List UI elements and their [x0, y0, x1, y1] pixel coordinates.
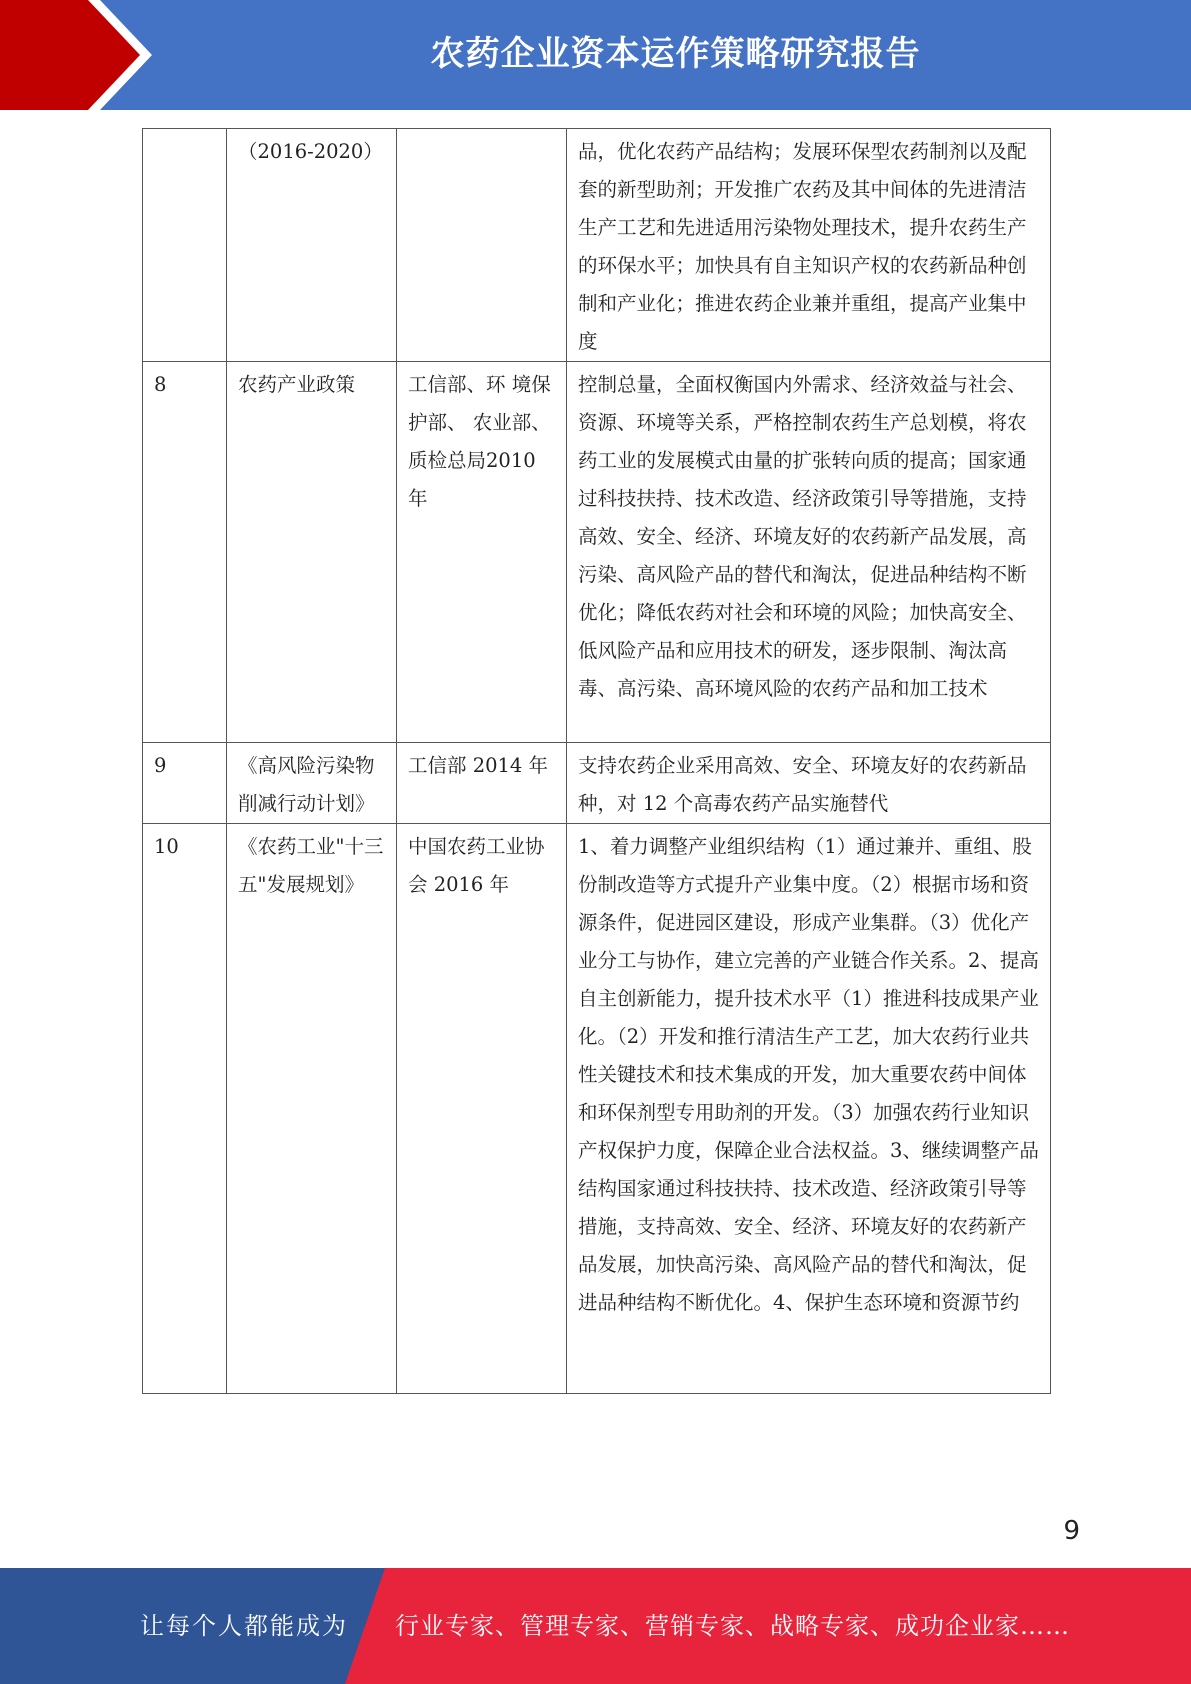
issuer-year-cell: 中国农药工业协会 2016 年: [397, 824, 567, 1394]
footer-slogan-right: 行业专家、管理专家、营销专家、战略专家、成功企业家……: [395, 1612, 1070, 1640]
chevron-arrow-icon: [0, 0, 160, 110]
row-number-cell: [143, 129, 227, 362]
page-footer: [0, 1568, 1191, 1684]
policy-name-cell: 《农药工业"十三五"发展规划》: [227, 824, 397, 1394]
policy-name-cell: 农药产业政策: [227, 362, 397, 743]
table-row: [143, 743, 1051, 824]
page-header: [0, 0, 1191, 110]
table-row: [143, 362, 1051, 743]
policy-content-cell: 控制总量，全面权衡国内外需求、经济效益与社会、资源、环境等关系，严格控制农药生产总划模，将农药工业的发展模式由量的扩张转向质的提高；国家通过科技扶持、技术改造、经济政策引导等措施，支持高效、安全、经济、环境友好的农药新产品发展，高污染、高风险产品的替代和淘汰，促进品种结构不断优化；降低农药对社会和环境的风险；加快高安全、低风险产品和应用技术的研发，逐步限制、淘汰高毒、高污染、高环境风险的农药产品和加工技术: [567, 362, 1051, 743]
table-row: [143, 824, 1051, 1394]
policy-table: [142, 128, 1051, 1394]
issuer-year-cell: [397, 129, 567, 362]
table-row: [143, 129, 1051, 362]
row-number-cell: 9: [143, 743, 227, 824]
policy-name-cell: 《高风险污染物削减行动计划》: [227, 743, 397, 824]
issuer-year-cell: 工信部 2014 年: [397, 743, 567, 824]
footer-slogan-left: 让每个人都能成为: [140, 1612, 348, 1640]
policy-content-cell: 支持农药企业采用高效、安全、环境友好的农药新品种，对 12 个高毒农药产品实施替代: [567, 743, 1051, 824]
policy-name-cell: （2016-2020）: [227, 129, 397, 362]
policy-content-cell: 1、着力调整产业组织结构（1）通过兼并、重组、股份制改造等方式提升产业集中度。（2）根据市场和资源条件，促进园区建设，形成产业集群。（3）优化产业分工与协作，建立完善的产业链合作关系。2、提高自主创新能力，提升技术水平（1）推进科技成果产业化。（2）开发和推行清洁生产工艺，加大农药行业共性关键技术和技术集成的开发，加大重要农药中间体和环保剂型专用助剂的开发。（3）加强农药行业知识产权保护力度，保障企业合法权益。3、继续调整产品结构国家通过科技扶持、技术改造、经济政策引导等措施，支持高效、安全、经济、环境友好的农药新产品发展，加快高污染、高风险产品的替代和淘汰，促进品种结构不断优化。4、保护生态环境和资源节约: [567, 824, 1051, 1394]
report-title: 农药企业资本运作策略研究报告: [430, 34, 921, 74]
page-number: 9: [1063, 1516, 1080, 1546]
row-number-cell: 10: [143, 824, 227, 1394]
issuer-year-cell: 工信部、环 境保护部、 农业部、质检总局2010 年: [397, 362, 567, 743]
policy-content-cell: 品，优化农药产品结构；发展环保型农药制剂以及配套的新型助剂；开发推广农药及其中间体的先进清洁生产工艺和先进适用污染物处理技术，提升农药生产的环保水平；加快具有自主知识产权的农药新品种创制和产业化；推进农药企业兼并重组，提高产业集中度: [567, 129, 1051, 362]
row-number-cell: 8: [143, 362, 227, 743]
